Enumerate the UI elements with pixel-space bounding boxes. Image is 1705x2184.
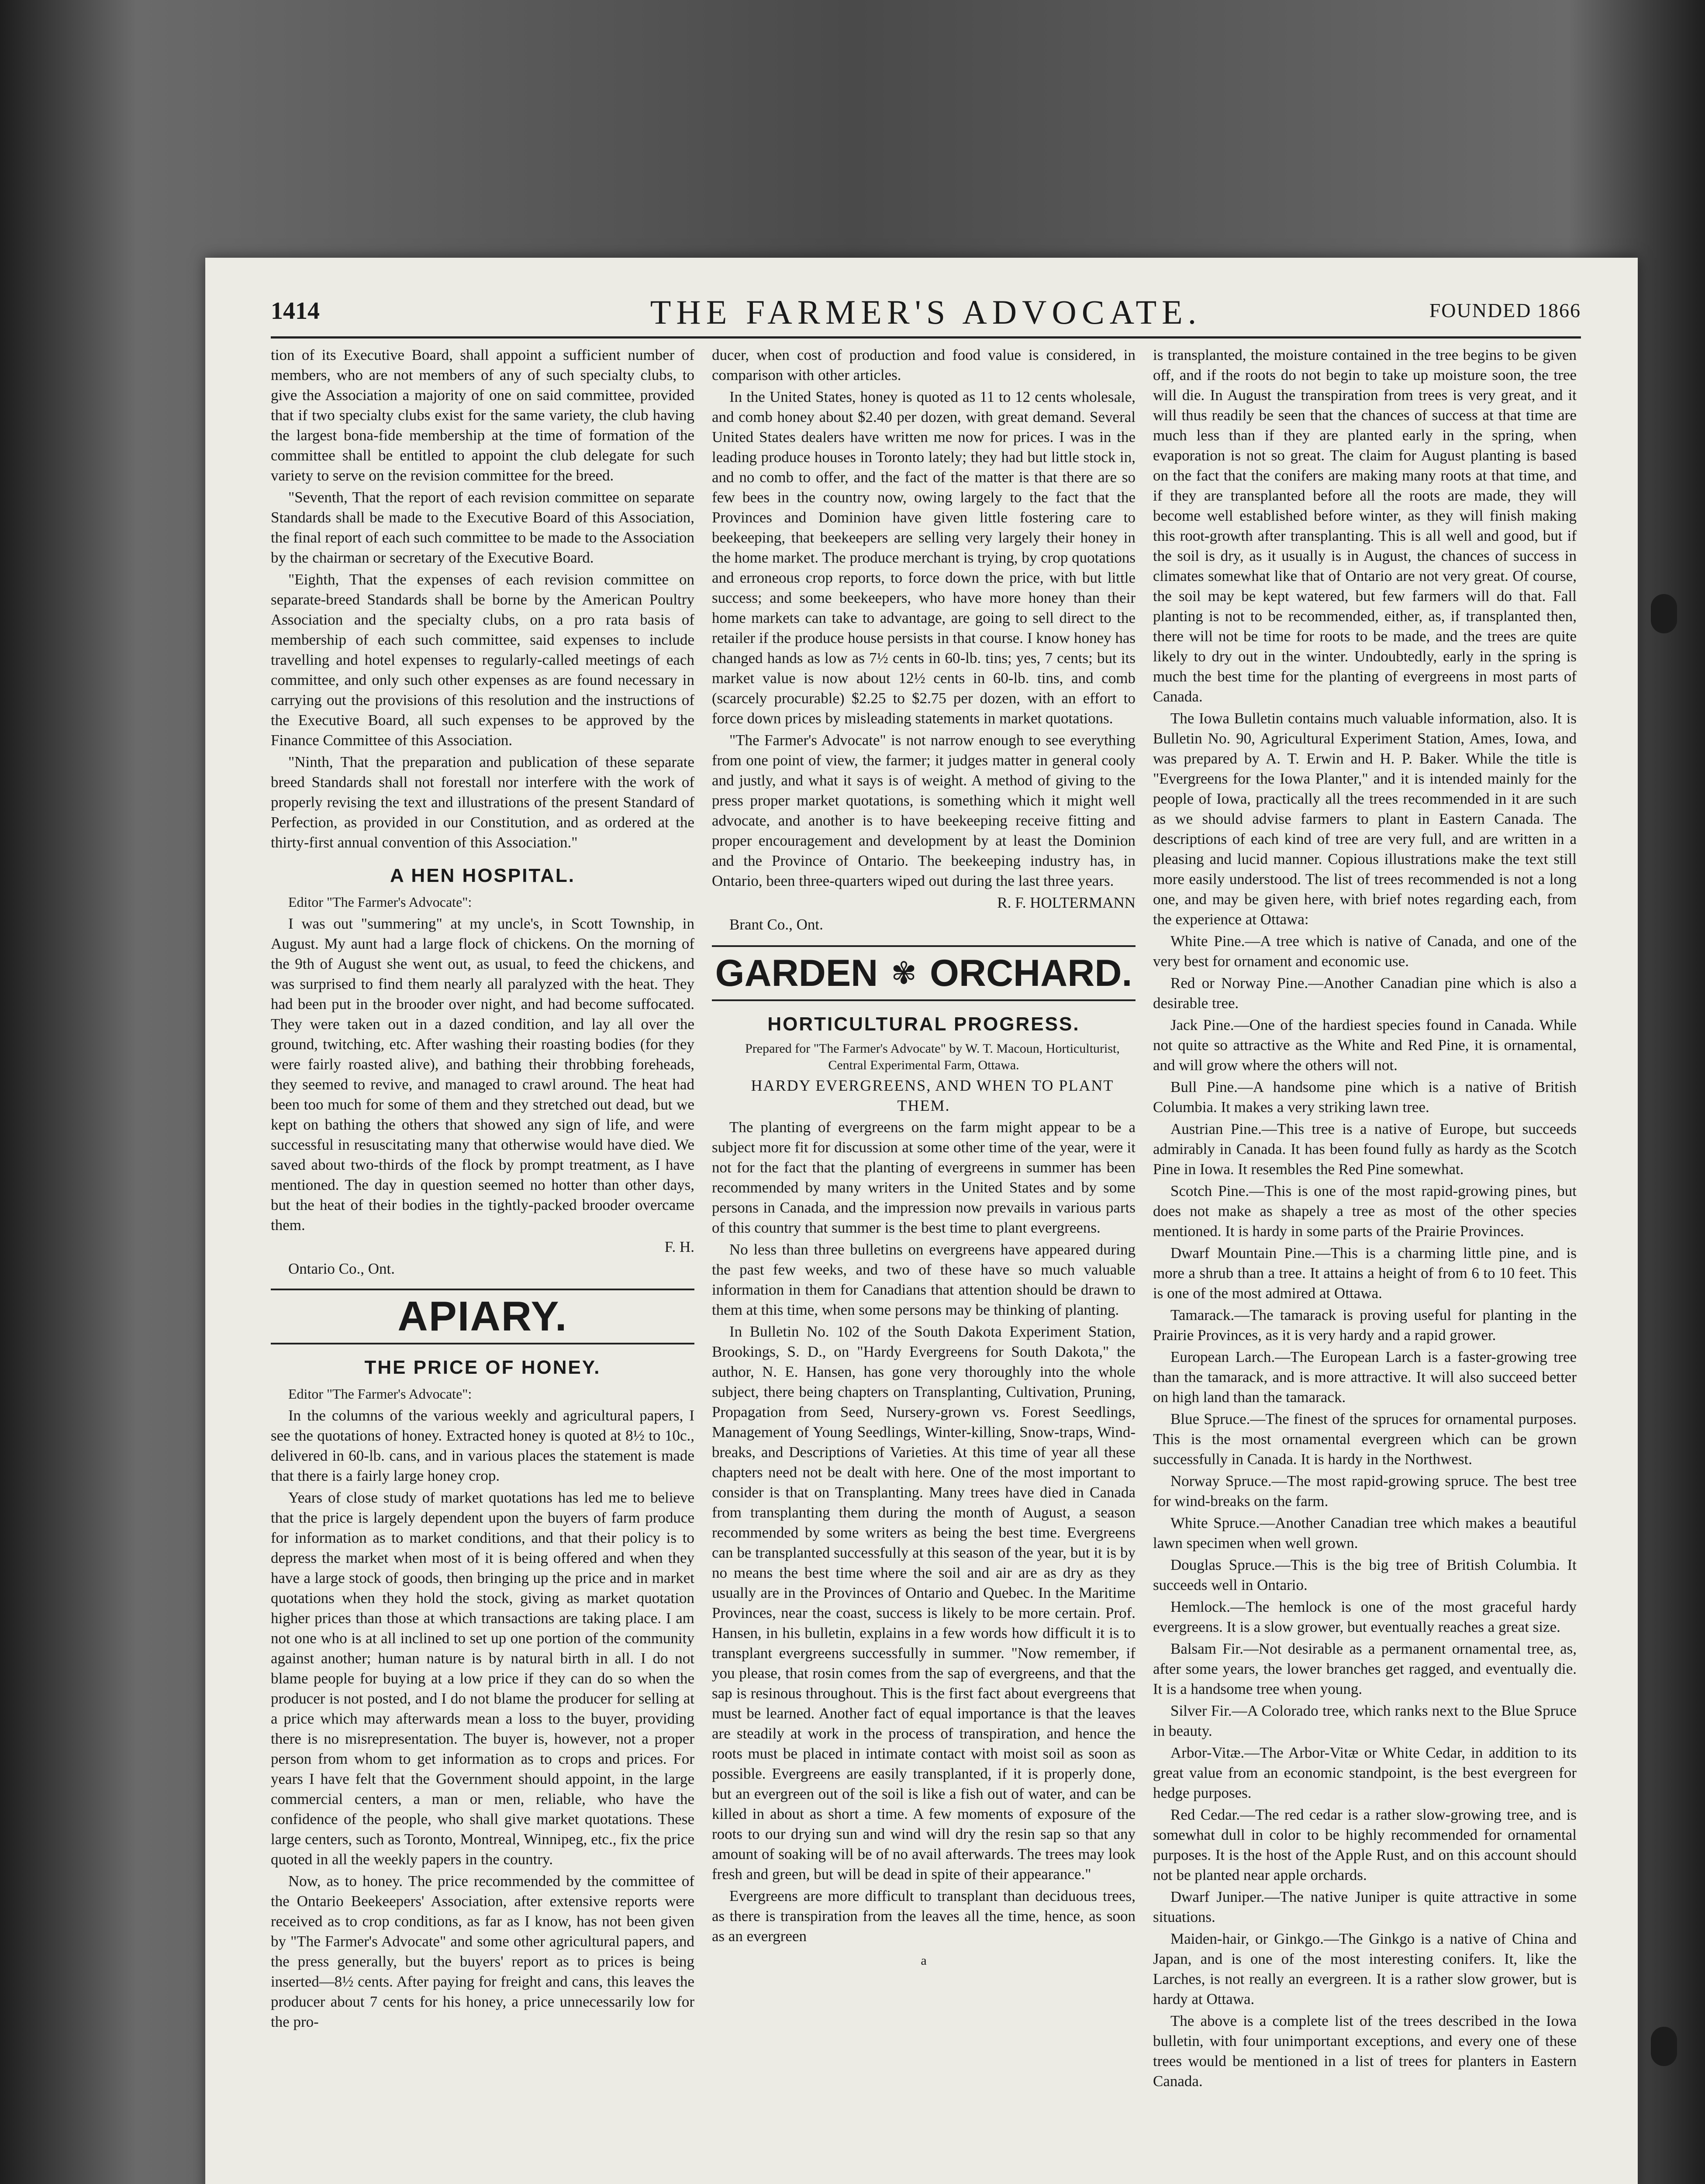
place-line: Brant Co., Ont. [729, 916, 823, 933]
paragraph: Evergreens are more difficult to transplant than deciduous trees, as there is transpiration from the leaves all the time, hence, as soon as an evergreen [712, 1887, 1136, 1945]
section-title-hen-hospital: A HEN HOSPITAL. [390, 865, 575, 886]
paragraph: The planting of evergreens on the farm might appear to be a subject more fit for discussion at some other time of the year, were it not for the fact that the planting of evergreens in summer has been recommended by many writers in the United States and by some persons in Canada, and the impression now prevails in various parts of this country that summer is the best time to plant evergreens. [712, 1119, 1136, 1236]
section-title-horticultural-progress: HORTICULTURAL PROGRESS. [767, 1013, 1080, 1035]
signature: F. H. [664, 1238, 694, 1255]
paragraph: ducer, when cost of production and food value is considered, in comparison with other articles. [712, 346, 1136, 384]
tree-entry: Maiden-hair, or Ginkgo.—The Ginkgo is a native of China and Japan, and is one of the most interesting conifers. It, like the Larches, is not really an evergreen. It is a rather slow grower, but is hardy at Ottawa. [1153, 1930, 1577, 2008]
section-title-price-of-honey: THE PRICE OF HONEY. [364, 1357, 601, 1378]
masthead-title: THE FARMER'S ADVOCATE. [650, 293, 1202, 331]
tree-entry: Arbor-Vitæ.—The Arbor-Vitæ or White Cedar, in addition to its great value from an economic standpoint, is the best evergreen for hedge purposes. [1153, 1744, 1577, 1801]
paragraph: The Iowa Bulletin contains much valuable information, also. It is Bulletin No. 90, Agricultural Experiment Station, Ames, Iowa, and was prepared by A. T. Erwin and H. P. Baker. While the title is "Evergreens for the Iowa Planter," and it is intended mainly for the people of Iowa, practically all the trees recommended in it are such as we should advise farmers to plant in Eastern Canada. The descriptions of each kind of tree are very full, and are written in a pleasing and lucid manner. Copious illustrations make the text still more easily understood. The list of trees recommended is not a long one, and may be given here, with brief notes regarding each, from the experience at Ottawa: [1153, 710, 1577, 928]
tree-entry: Norway Spruce.—The most rapid-growing spruce. The best tree for wind-breaks on the farm. [1153, 1472, 1577, 1510]
founded-line: FOUNDED 1866 [1429, 299, 1581, 321]
tree-entry: Blue Spruce.—The finest of the spruces for ornamental purposes. This is the most ornamental evergreen which can be grown successfully in Canada. It is hardy in the Northwest. [1153, 1410, 1577, 1468]
tree-entry: Tamarack.—The tamarack is proving useful for planting in the Prairie Provinces, as it is very hardy and a rapid grower. [1153, 1306, 1577, 1344]
paragraph: "The Farmer's Advocate" is not narrow enough to see everything from one point of view, the farmer; it judges matter in general cooly and justly, and what it says is of weight. A method of giving to the press proper market quotations, is something which it might well advocate, and another is to have beekeeping receive fitting and proper encouragement and development by at least the Dominion and the Province of Ontario. The beekeeping industry has, in Ontario, been three-quarters wiped out during the last three years. [712, 732, 1136, 889]
section-head-garden-orchard [712, 945, 1136, 1001]
orchard-word: ORCHARD. [929, 952, 1132, 994]
tree-entry: Dwarf Mountain Pine.—This is a charming little pine, and is more a shrub than a tree. It attains a height of from 6 to 10 feet. This is one of the most admired at Ottawa. [1153, 1244, 1577, 1302]
tree-entry: White Pine.—A tree which is native of Canada, and one of the very best for ornament and economic use. [1153, 933, 1577, 970]
signature: R. F. HOLTERMANN [997, 894, 1136, 911]
tree-entry: Red Cedar.—The red cedar is a rather slow-growing tree, and is somewhat dull in color to be highly recommended for ornamental purposes. It is the host of the Apple Rust, and on this account should not be planted near apple orchards. [1153, 1806, 1577, 1883]
paragraph: In Bulletin No. 102 of the South Dakota Experiment Station, Brookings, S. D., on "Hardy Evergreens for South Dakota," the author, N. E. Hansen, has gone very thoroughly into the whole subject, there being chapters on Transplanting, Cultivation, Pruning, Propagation from Seed, Nursery-grown vs. Forest Seedlings, Management of Young Seedlings, Winter-killing, Snow-traps, Wind-breaks, and Descriptions of Varieties. At this time of year all these chapters need not be dealt with here. One of the most important to consider is that on Transplanting. Many trees have died in Canada from transplanting them during the month of August, a season recommended by some writers as being the best time. Evergreens can be transplanted successfully at this season of the year, but it is by no means the best time where the soil and air are as dry as they usually are in the Provinces of Ontario and Quebec. In the Maritime Provinces, near the coast, success is likely to be more certain. Prof. Hansen, in his bulletin, explains in a few words how difficult it is to transplant evergreens successfully in summer. "Now remember, if you please, that rosin comes from the sap of evergreens, and that the sap is resinous throughout. This is the first fact about evergreens that must be learned. Another fact of equal importance is that the leaves are steadily at work in the process of transpiration, and hence the roots must be placed in intimate contact with moist soil as soon as possible. Evergreens are easily transplanted, if it is properly done, but an evergreen out of the soil is like a fish out of water, and can be killed in about as short a time. A few moments of exposure of the roots to our drying sun and wind will dry the resin sap so that any amount of soaking will be of no avail afterwards. The trees may look fresh and green, but will be dead in spite of their appearance." [712, 1323, 1136, 1883]
paragraph: No less than three bulletins on evergreens have appeared during the past few weeks, and two of these have so much valuable information in them for Canadians that attention should be drawn to them at this time, when some persons may be thinking of planting. [712, 1241, 1136, 1318]
column-3 [1153, 345, 1577, 2093]
tree-entry: Silver Fir.—A Colorado tree, which ranks next to the Blue Spruce in beauty. [1153, 1702, 1577, 1739]
paragraph: In the United States, honey is quoted as 11 to 12 cents wholesale, and comb honey about $2.40 per dozen, with great demand. Several United States dealers have written me now for prices. I was in the leading produce houses in Toronto lately; they had but little stock in, and no comb to offer, and the fact of the matter is that there are so few bees in the country now, owing largely to the fact that the Provinces and Dominion have given little fostering care to beekeeping, that beekeepers are selling very largely their honey in the home market. The produce merchant is trying, by crop quotations and erroneous crop reports, to force down the price, with but little success; and some beekeepers, who have more honey than their home markets can take to advantage, are going to sell direct to the retailer if the produce house persists in that course. I know honey has changed hands as low as 7½ cents in 60-lb. tins; yes, 7 cents; but its market value is now about 12½ cents in 60-lb. tins, and comb (scarcely procurable) $2.25 to $2.75 per dozen, with an effort to force down prices by misleading statements in market quotations. [712, 388, 1136, 727]
tree-entry: Hemlock.—The hemlock is one of the most graceful hardy evergreens. It is a slow grower, but eventually reaches a great size. [1153, 1598, 1577, 1635]
paragraph: "Ninth, That the preparation and publication of these separate breed Standards shall not forestall nor interfere with the work of properly revising the text and illustrations of the present Standard of Perfection, as provided in our Constitution, and as ordered at the thirty-first annual convention of this Association." [271, 753, 694, 851]
place-line: Ontario Co., Ont. [288, 1260, 395, 1277]
page-header [271, 284, 1581, 339]
paragraph: The above is a complete list of the trees described in the Iowa bulletin, with four unimportant exceptions, and every one of these trees would be mentioned in a list of trees for planters in Eastern Canada. [1153, 2012, 1577, 2090]
tree-entry: Scotch Pine.—This is one of the most rapid-growing pines, but does not make as shapely a tree as most of the other species mentioned. It is hardy in some parts of the Prairie Provinces. [1153, 1182, 1577, 1240]
column-1 [271, 345, 694, 2034]
page-number: 1414 [271, 297, 320, 325]
ornament-icon: ✾ [891, 956, 917, 990]
section-head-apiary: APIARY. [271, 1289, 694, 1344]
paragraph: I was out "summering" at my uncle's, in Scott Township, in August. My aunt had a large flock of chickens. On the morning of the 9th of August she went out, as usual, to feed the chickens, and was surprised to find them nearly all paralyzed with the heat. They had been put in the brooder over night, and had become suffocated. They were taken out in a dazed condition, and lay all over the ground, twitching, etc. After washing their roasting bodies (for they were fairly roasted alive), and bathing their throbbing foreheads, they seemed to revive, and managed to crawl around. The heat had been too much for some of them and they stretched out dead, but we kept on bathing the others that showed any sign of life, and were successful in resuscitating many that otherwise would have died. We saved about two-thirds of the flock by prompt treatment, as I have mentioned. The day in question seemed no hotter than other days, but the heat of their bodies in the tightly-packed brooder overcame them. [271, 915, 694, 1234]
tree-entry: Red or Norway Pine.—Another Canadian pine which is also a desirable tree. [1153, 975, 1577, 1012]
subheading: HARDY EVERGREENS, AND WHEN TO PLANT THEM. [751, 1077, 1114, 1114]
editor-line: Editor "The Farmer's Advocate": [288, 894, 472, 910]
byline: Prepared for "The Farmer's Advocate" by W. T. Macoun, Horticulturist, Central Experimental Farm, Ottawa. [745, 1041, 1120, 1072]
paragraph: tion of its Executive Board, shall appoint a sufficient number of members, who are not members of any of such specialty clubs, to give the Association a majority of one on said committee, provided that if two specialty clubs exist for the same variety, the club having the largest bona-fide membership at the time of formation of the committee shall be entitled to appoint the club delegate for such variety to serve on the revision committee for the breed. [271, 346, 694, 484]
tree-entry: Bull Pine.—A handsome pine which is a native of British Columbia. It makes a very striking lawn tree. [1153, 1078, 1577, 1116]
paragraph: Now, as to honey. The price recommended by the committee of the Ontario Beekeepers' Association, after extensive reports were received as to crop conditions, as far as I know, has not been given by "The Farmer's Advocate" and some other agricultural papers, and the press generally, but the buyers' report as to prices is being inserted—8½ cents. After paying for freight and cans, this leaves the producer about 7 cents for his honey, a price unnecessarily low for the pro- [271, 1873, 694, 2030]
printer-signature-mark: a [921, 1953, 927, 1968]
tree-entry: Jack Pine.—One of the hardiest species found in Canada. While not quite so attractive as the White and Red Pine, it is ornamental, and will grow where the others will not. [1153, 1016, 1577, 1074]
column-2 [712, 345, 1136, 1971]
tree-entry: White Spruce.—Another Canadian tree which makes a beautiful lawn specimen when well grown. [1153, 1514, 1577, 1552]
tree-entry: European Larch.—The European Larch is a faster-growing tree than the tamarack, and is more attractive. It will also succeed better on high land than the tamarack. [1153, 1348, 1577, 1406]
binding-hole [1651, 2027, 1677, 2066]
paragraph: Years of close study of market quotations has led me to believe that the price is largely dependent upon the buyers of farm produce for information as to market conditions, and that their policy is to depress the market when most of it is being offered and when they have a large stock of goods, then bringing up the price and in market quotations when they hold the stock, giving as market quotation higher prices than those at which transactions are taking place. I am not one who is at all inclined to set up one portion of the community against another; human nature is by natural birth in all. I do not blame people for buying at a low price if they can do so when the producer is not posted, and I do not blame the producer for selling at a price which may afterwards mean a loss to the buyer, providing there is no misrepresentation. The buyer is, however, not a proper person from whom to get information as to crops and prices. For years I have felt that the Government should appoint, in the large commercial centers, a man or men, reliable, who have the confidence of the people, who shall give market quotations. These large centers, such as Toronto, Montreal, Winnipeg, etc., fix the price quoted in all the weekly papers in the country. [271, 1489, 694, 1868]
paragraph: "Eighth, That the expenses of each revision committee on separate-breed Standards shall be borne by the American Poultry Association and the specialty clubs, on a pro rata basis of membership of each such committee, said expenses to include travelling and hotel expenses to regularly-called meetings of each committee, and only such other expenses as are found necessary in carrying out the provisions of this resolution and the instructions of the Executive Board, all such expenses to be approved by the Finance Committee of this Association. [271, 571, 694, 749]
tree-entry: Balsam Fir.—Not desirable as a permanent ornamental tree, as, after some years, the lower branches get ragged, and eventually die. It is a handsome tree when young. [1153, 1640, 1577, 1697]
newspaper-page [205, 258, 1638, 2184]
paragraph: In the columns of the various weekly and agricultural papers, I see the quotations of honey. Extracted honey is quoted at 8½ to 10c., delivered in 60-lb. cans, and in various places the statement is made that there is a fairly large honey crop. [271, 1407, 694, 1484]
tree-entry: Douglas Spruce.—This is the big tree of British Columbia. It succeeds well in Ontario. [1153, 1556, 1577, 1593]
editor-line: Editor "The Farmer's Advocate": [288, 1386, 472, 1402]
tree-entry: Dwarf Juniper.—The native Juniper is quite attractive in some situations. [1153, 1888, 1577, 1925]
paragraph: is transplanted, the moisture contained in the tree begins to be given off, and if the roots do not begin to take up moisture soon, the tree will die. In August the transpiration from trees is very great, and it will thus readily be seen that the chances of success at that time are much less than if they are planted early in the spring, when evaporation is not so great. The claim for August planting is based on the fact that the conifers are making many roots at that time, and if they are transplanted before all the roots are made, they will become well established before winter, as they will finish making this root-growth after transplanting. This is all well and good, but if the soil is dry, as it usually is in August, the chances of success in climates somewhat like that of Ontario are not very great. Of course, the soil may be kept watered, but few farmers will do that. Fall planting is not to be recommended, either, as, if transplanted then, there will not be time for roots to be made, and the trees are quite likely to dry out in the winter. Undoubtedly, early in the spring is much the best time for the planting of evergreens in most parts of Canada. [1153, 346, 1577, 705]
paragraph: "Seventh, That the report of each revision committee on separate Standards shall be made to the Executive Board of this Association, the final report of each such committee to be made to the Association by the chairman or secretary of the Executive Board. [271, 489, 694, 566]
tree-entry: Austrian Pine.—This tree is a native of Europe, but succeeds admirably in Canada. It has been found fully as hardy as the Scotch Pine in Iowa. It resembles the Red Pine somewhat. [1153, 1120, 1577, 1178]
garden-word: GARDEN [715, 952, 878, 994]
binding-hole [1651, 594, 1677, 633]
